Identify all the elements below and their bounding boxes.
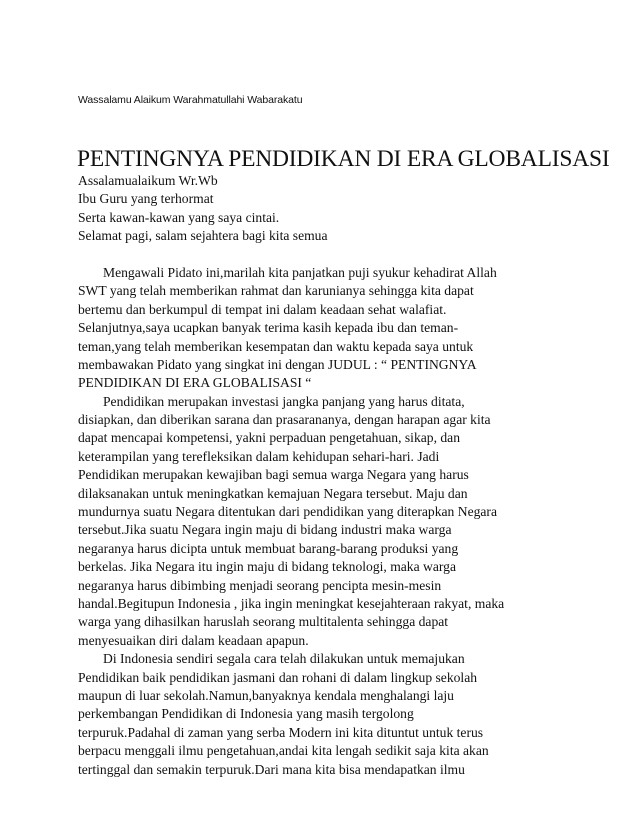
- closing-salutation: Wassalamu Alaikum Warahmatullahi Wabarakatu: [78, 94, 303, 106]
- document-title: PENTINGNYA PENDIDIKAN DI ERA GLOBALISASI: [77, 146, 610, 172]
- text-line: Mengawali Pidato ini,marilah kita panjatkan puji syukur kehadirat Allah: [103, 264, 497, 280]
- text-line: warga yang dihasilkan haruslah seorang multitalenta sehingga dapat: [78, 614, 449, 630]
- text-line: tertinggal dan semakin terpuruk.Dari mana kita bisa mendapatkan ilmu: [78, 761, 465, 777]
- text-line: menyesuaikan diri dalam keadaan apapun.: [78, 632, 309, 648]
- text-line: handal.Begitupun Indonesia , jika ingin meningkat kesejahteraan rakyat, maka: [78, 595, 505, 611]
- text-line: teman,yang telah memberikan kesempatan dan waktu kepada saya untuk: [78, 338, 474, 354]
- text-line: maupun di luar sekolah.Namun,banyaknya kendala menghalangi laju: [78, 687, 454, 703]
- text-line: Selanjutnya,saya ucapkan banyak terima kasih kepada ibu dan teman-: [78, 320, 459, 336]
- text-line: negaranya harus dibimbing menjadi seorang pencipta mesin-mesin: [78, 577, 442, 593]
- text-line: [78, 246, 574, 264]
- text-line: mundurnya suatu Negara ditentukan dari pendidikan yang diterapkan Negara: [78, 504, 497, 520]
- text-line: negaranya harus dicipta untuk membuat barang-barang produksi yang: [78, 540, 459, 556]
- text-line: tersebut.Jika suatu Negara ingin maju di bidang industri maka warga: [78, 522, 452, 538]
- text-line: keterampilan yang terefleksikan dalam kehidupan sehari-hari. Jadi: [78, 448, 440, 464]
- text-line: berpacu menggali ilmu pengetahuan,andai kita lengah sedikit saja kita akan: [78, 743, 489, 759]
- text-line: dapat mencapai kompetensi, yakni perpaduan pengetahuan, sikap, dan: [78, 430, 460, 446]
- text-line: Assalamualaikum Wr.Wb: [78, 173, 218, 188]
- text-line: Pendidikan merupakan investasi jangka panjang yang harus ditata,: [103, 393, 465, 409]
- speech-body: [78, 172, 574, 779]
- text-line: Pendidikan merupakan kewajiban bagi semua warga Negara yang harus: [78, 467, 469, 483]
- text-line: Pendidikan baik pendidikan jasmani dan rohani di dalam lingkup sekolah: [78, 669, 478, 685]
- text-line: terpuruk.Padahal di zaman yang serba Modern ini kita dituntut untuk terus: [78, 724, 484, 740]
- text-line: Ibu Guru yang terhormat: [78, 191, 214, 207]
- text-line: PENDIDIKAN DI ERA GLOBALISASI “: [78, 375, 312, 391]
- text-line: Selamat pagi, salam sejahtera bagi kita semua: [78, 228, 328, 244]
- text-line: disiapkan, dan diberikan sarana dan prasarananya, dengan harapan agar kita: [78, 412, 491, 428]
- text-line: berkelas. Jika Negara itu ingin maju di bidang teknologi, maka warga: [78, 559, 457, 575]
- text-line: dilaksanakan untuk meningkatkan kemajuan Negara tersebut. Maju dan: [78, 485, 468, 501]
- text-line: membawakan Pidato yang singkat ini dengan JUDUL : “ PENTINGNYA: [78, 356, 477, 372]
- text-line: SWT yang telah memberikan rahmat dan karunianya sehingga kita dapat: [78, 283, 474, 299]
- text-line: Serta kawan-kawan yang saya cintai.: [78, 209, 280, 225]
- text-line: Di Indonesia sendiri segala cara telah dilakukan untuk memajukan: [103, 651, 465, 667]
- text-line: perkembangan Pendidikan di Indonesia yang masih tergolong: [78, 706, 414, 722]
- text-line: bertemu dan berkumpul di tempat ini dalam keadaan sehat walafiat.: [78, 301, 447, 317]
